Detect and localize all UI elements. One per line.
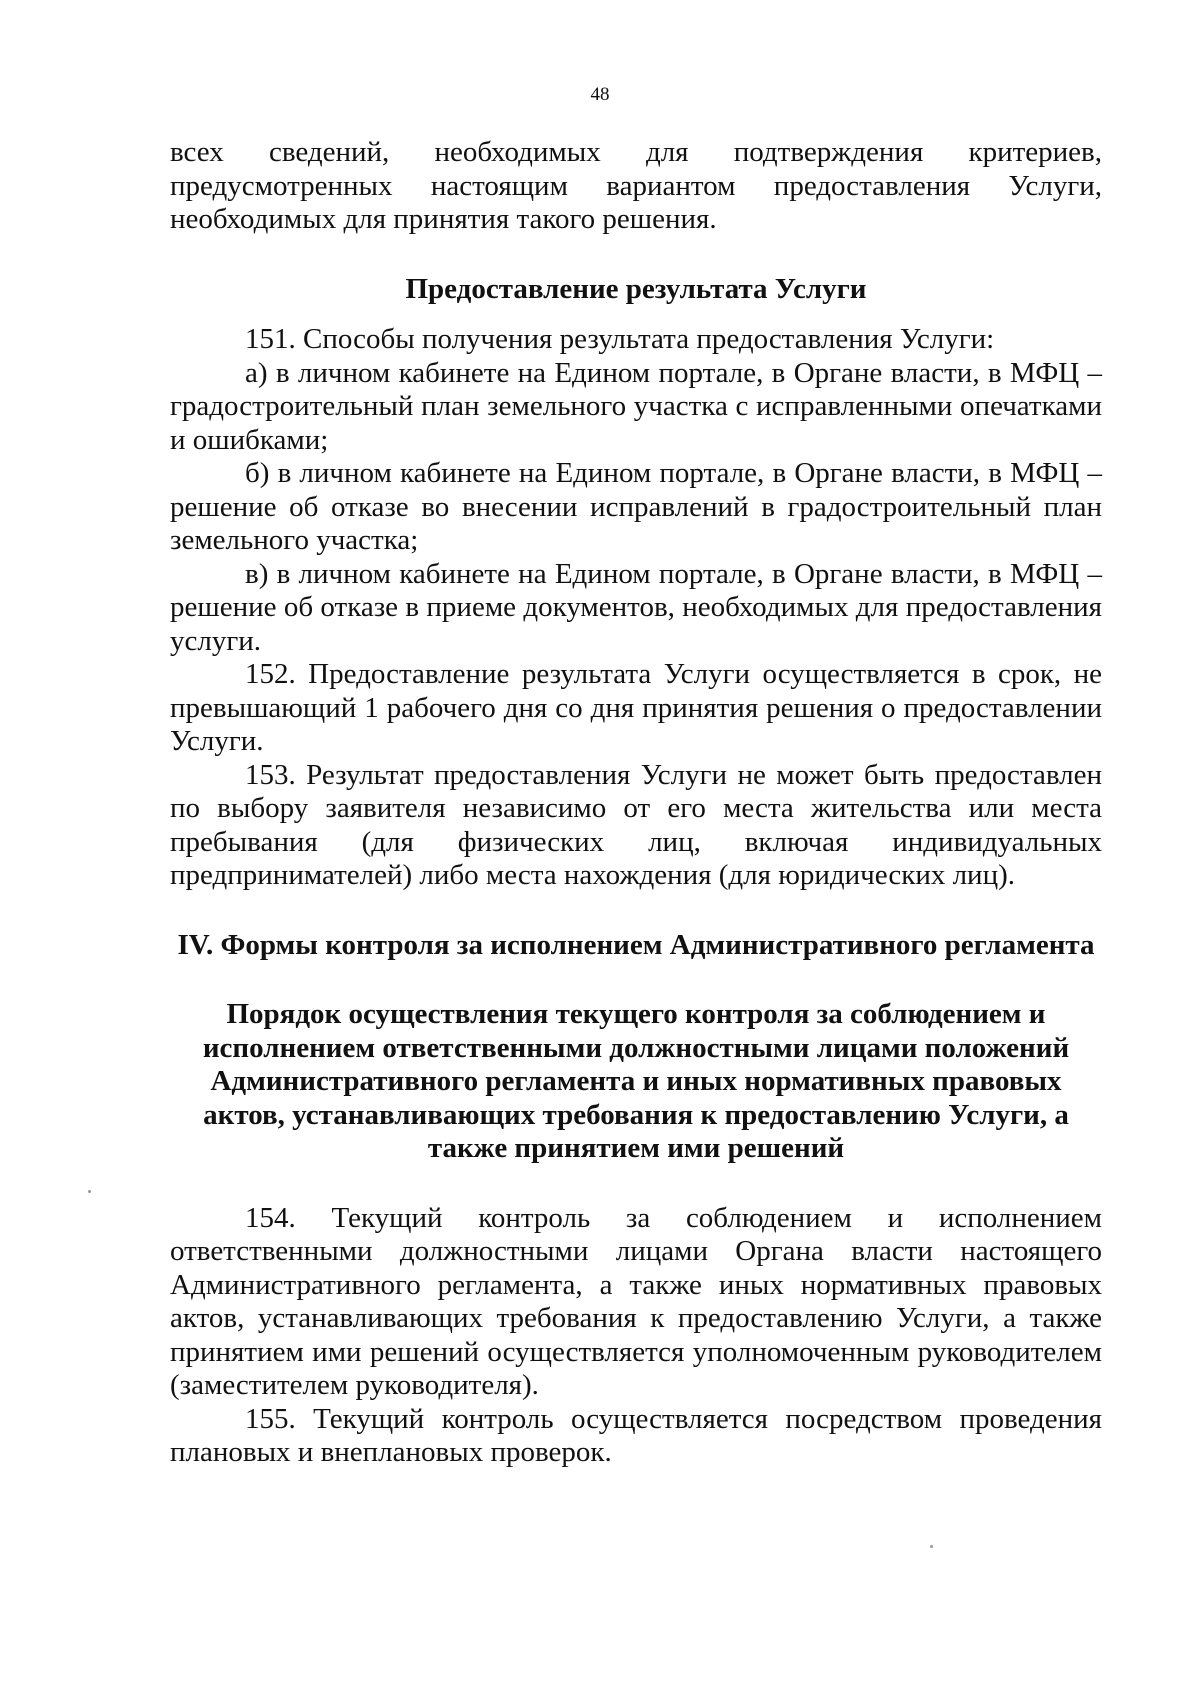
chapter-heading: IV. Формы контроля за исполнением Административного регламента — [177, 928, 1095, 961]
paragraph-153: 153. Результат предоставления Услуги не может быть предоставлен по выбору заявителя независимо от его места жительства или места пребывания (для физических лиц, включая индивидуальных предпринимателей) либо места нахождения (для юридических лиц). — [170, 758, 1102, 891]
paragraph-151-c: в) в личном кабинете на Едином портале, в Органе власти, в МФЦ – решение об отказе в приеме документов, необходимых для предоставления услуги. — [170, 557, 1102, 657]
scan-speck — [930, 1545, 933, 1548]
page-content — [170, 136, 1102, 1470]
scan-speck — [88, 1190, 91, 1193]
intro-paragraph: всех сведений, необходимых для подтверждения критериев, предусмотренных настоящим вариантом предоставления Услуги, необходимых для принятия такого решения. — [170, 136, 1102, 235]
paragraph-151-b: б) в личном кабинете на Едином портале, в Органе власти, в МФЦ – решение об отказе во внесении исправлений в градостроительный план земельного участка; — [170, 457, 1102, 556]
section-heading: Предоставление результата Услуги — [405, 272, 867, 305]
paragraph-151: 151. Способы получения результата предоставления Услуги: — [245, 323, 995, 355]
paragraph-154: 154. Текущий контроль за соблюдением и исполнением ответственными должностными лицами Органа власти настоящего Административного регламента, а также иных нормативных правовых актов, устанавливающих требования к предоставлению Услуги, а также принятием ими решений осуществляется уполномоченным руководителем (заместителем руководителя). — [170, 1201, 1102, 1401]
page-number: 48 — [590, 84, 610, 105]
paragraph-155: 155. Текущий контроль осуществляется посредством проведения плановых и внеплановых проверок. — [170, 1402, 1102, 1468]
paragraph-151-a: а) в личном кабинете на Едином портале, в Органе власти, в МФЦ – градостроительный план земельного участка с исправленными опечатками и ошибками; — [170, 356, 1102, 456]
paragraph-152: 152. Предоставление результата Услуги осуществляется в срок, не превышающий 1 рабочего дня со дня принятия решения о предоставлении Услуги. — [170, 658, 1102, 757]
subsection-heading: Порядок осуществления текущего контроля за соблюдением и исполнением ответственными должностными лицами положений Административного регламента и иных нормативных правовых актов, устанавливающих требования к предоставлению Услуги, а также принятием ими решений — [202, 998, 1070, 1164]
